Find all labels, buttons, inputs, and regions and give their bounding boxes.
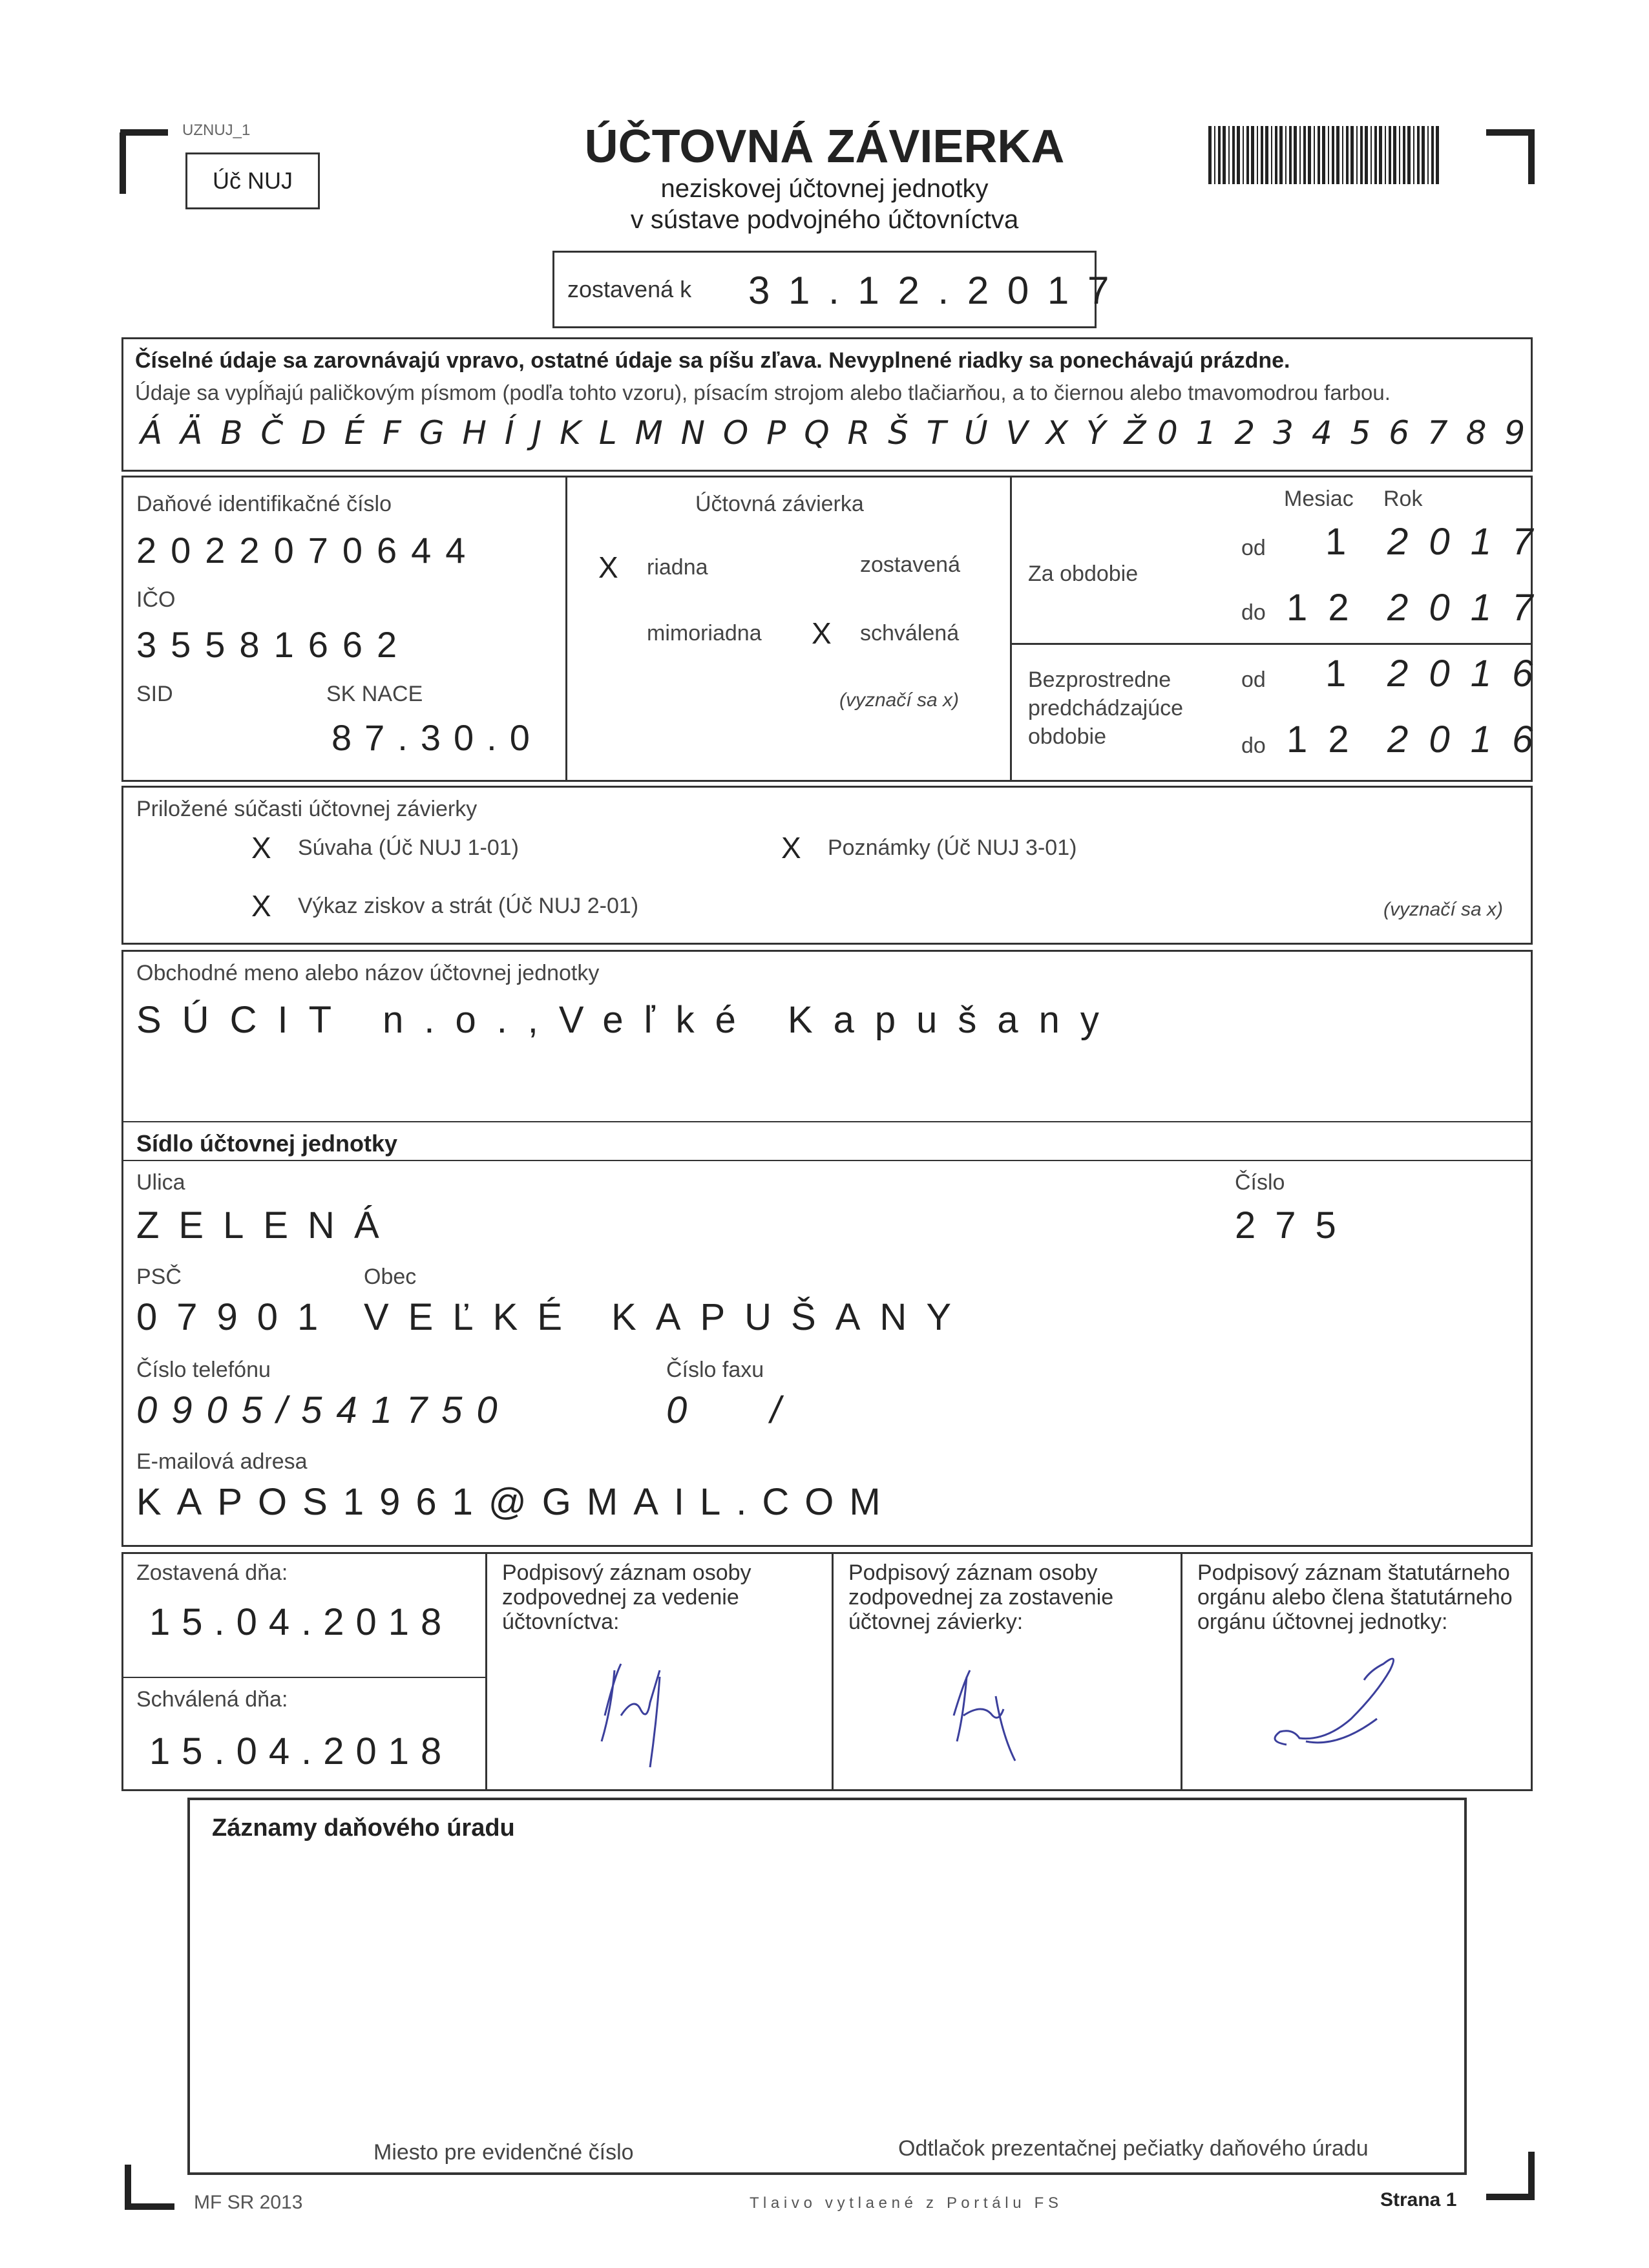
page-number: Strana 1 [1380, 2189, 1457, 2210]
compiled-label: zostavená k [567, 276, 692, 302]
nace-label: SK NACE [326, 682, 423, 706]
city-label: Obec [364, 1265, 417, 1289]
page-title: ÚČTOVNÁ ZÁVIERKA [584, 121, 1065, 173]
form-code-box: Úč NUJ [185, 152, 320, 209]
phone-value: 0905/541750 [136, 1389, 512, 1431]
current-period-label: Za obdobie [1028, 562, 1139, 586]
psc-label: PSČ [136, 1265, 182, 1289]
phone-label: Číslo telefónu [136, 1358, 271, 1382]
signature-compilation-label: Podpisový záznam osoby zodpovednej za zostavenie účtovnej závierky: [848, 1560, 1114, 1634]
current-to-year: 2 0 1 7 [1387, 587, 1539, 629]
schvalena-label: schválená [860, 621, 960, 646]
evidence-number-label: Miesto pre evidenčné číslo [373, 2140, 634, 2165]
current-to-month: 1 2 [1287, 587, 1354, 629]
statement-type-note: (vyznačí sa x) [839, 689, 960, 711]
compiled-on-value: 15.04.2018 [149, 1601, 454, 1643]
attachments-box [121, 786, 1533, 945]
attachments-note: (vyznačí sa x) [1383, 899, 1504, 920]
seat-heading: Sídlo účtovnej jednotky [136, 1130, 398, 1157]
current-from-label: od [1241, 536, 1266, 560]
identification-box [121, 476, 1539, 782]
city-value: VEĽKÉ KAPUŠANY [364, 1296, 971, 1338]
mimoriadna-label: mimoriadna [647, 621, 762, 646]
approved-on-label: Schválená dňa: [136, 1687, 288, 1712]
year-header: Rok [1383, 487, 1423, 511]
signature-3 [123, 1554, 130, 1560]
digit-sample: 0 1 2 3 4 5 6 7 8 9 [1157, 414, 1529, 452]
previous-from-year: 2 0 1 6 [1387, 653, 1539, 695]
psc-value: 07901 [136, 1296, 338, 1338]
subtitle-1: neziskovej účtovnej jednotky [660, 174, 989, 203]
vykaz-label: Výkaz ziskov a strát (Úč NUJ 2-01) [298, 894, 639, 918]
zostavena-label: zostavená [860, 552, 960, 577]
previous-from-month: 1 [1325, 653, 1369, 695]
compiled-date-box [552, 251, 1113, 328]
previous-period-label-3: obdobie [1028, 724, 1107, 749]
number-label: Číslo [1235, 1170, 1285, 1195]
fax-value: 0 / [666, 1389, 781, 1431]
suvaha-label: Súvaha (Úč NUJ 1-01) [298, 835, 520, 860]
entity-box [121, 950, 1533, 1547]
approved-on-value: 15.04.2018 [149, 1730, 454, 1772]
instructions-box [121, 337, 1533, 472]
current-from-year: 2 0 1 7 [1387, 521, 1539, 563]
corner-mark-bottom-right [0, 0, 6, 6]
statement-type-heading: Účtovná závierka [695, 492, 864, 516]
email-value: KAPOS1961@GMAIL.COM [136, 1481, 896, 1523]
dic-label: Daňové identifikačné číslo [136, 492, 392, 516]
letter-sample: Á Ä B Č D É F G H Í J K L M N O P Q R Š T Ú V X Ý Ž [140, 414, 1150, 452]
signature-statutory-label: Podpisový záznam štatutárneho orgánu alebo člena štatutárneho orgánu účtovnej jednotky: [1197, 1560, 1513, 1634]
previous-from-label: od [1241, 667, 1266, 692]
riadna-checkbox[interactable]: X [598, 551, 618, 584]
previous-period-label-1: Bezprostredne [1028, 667, 1171, 692]
footer-center: T l a i v o v y t l a e n é z P o r t á l u F S [750, 2194, 1058, 2212]
tax-office-heading: Záznamy daňového úradu [212, 1814, 515, 1842]
ico-value: 35581662 [136, 624, 412, 665]
previous-to-month: 1 2 [1287, 719, 1354, 761]
poznamky-checkbox[interactable]: X [781, 831, 801, 865]
attachments-heading: Priložené súčasti účtovnej závierky [136, 797, 478, 821]
footer-left: MF SR 2013 [194, 2192, 303, 2213]
ico-label: IČO [136, 587, 176, 612]
instructions-line-2: Údaje sa vypĺňajú paličkovým písmom (podľa tohto vzoru), písacím strojom alebo tlačiarňou, a to čiernou alebo tmavomodrou farbou. [135, 381, 1391, 404]
signature-accounting-label: Podpisový záznam osoby zodpovednej za vedenie účtovníctva: [502, 1560, 751, 1634]
previous-period-label-2: predchádzajúce [1028, 696, 1184, 720]
subtitle-2: v sústave podvojného účtovníctva [630, 205, 1019, 234]
entity-name-label: Obchodné meno alebo názov účtovnej jednotky [136, 961, 600, 985]
previous-to-year: 2 0 1 6 [1387, 719, 1539, 761]
riadna-label: riadna [647, 555, 708, 580]
street-value: ZELENÁ [136, 1204, 399, 1246]
stamp-label: Odtlačok prezentačnej pečiatky daňového úradu [898, 2136, 1369, 2161]
number-value: 275 [1235, 1204, 1356, 1246]
schvalena-checkbox[interactable]: X [812, 616, 832, 650]
email-label: E-mailová adresa [136, 1449, 308, 1474]
current-from-month: 1 [1325, 521, 1369, 563]
compiled-on-label: Zostavená dňa: [136, 1560, 288, 1585]
poznamky-label: Poznámky (Úč NUJ 3-01) [828, 835, 1077, 860]
form-code: UZNUJ_1 [182, 121, 251, 139]
compiled-date: 3 1 . 1 2 . 2 0 1 7 [748, 269, 1113, 312]
nace-value: 87.30.0 [331, 717, 543, 758]
dic-value: 2022070644 [136, 530, 480, 571]
signatures-box [121, 1552, 1533, 1791]
vykaz-checkbox[interactable]: X [251, 889, 271, 923]
street-label: Ulica [136, 1170, 185, 1195]
previous-to-label: do [1241, 733, 1266, 758]
instructions-line-1: Číselné údaje sa zarovnávajú vpravo, ostatné údaje sa píšu zľava. Nevyplnené riadky sa ponechávajú prázdne. [135, 348, 1290, 373]
current-to-label: do [1241, 600, 1266, 625]
barcode [1208, 126, 1441, 184]
fax-label: Číslo faxu [666, 1358, 764, 1382]
suvaha-checkbox[interactable]: X [251, 831, 271, 865]
tax-office-box [187, 1798, 1467, 2175]
month-header: Mesiac [1284, 487, 1354, 511]
sid-label: SID [136, 682, 173, 706]
entity-name-value: SÚCIT n.o.,Veľké Kapušany [136, 999, 1120, 1041]
